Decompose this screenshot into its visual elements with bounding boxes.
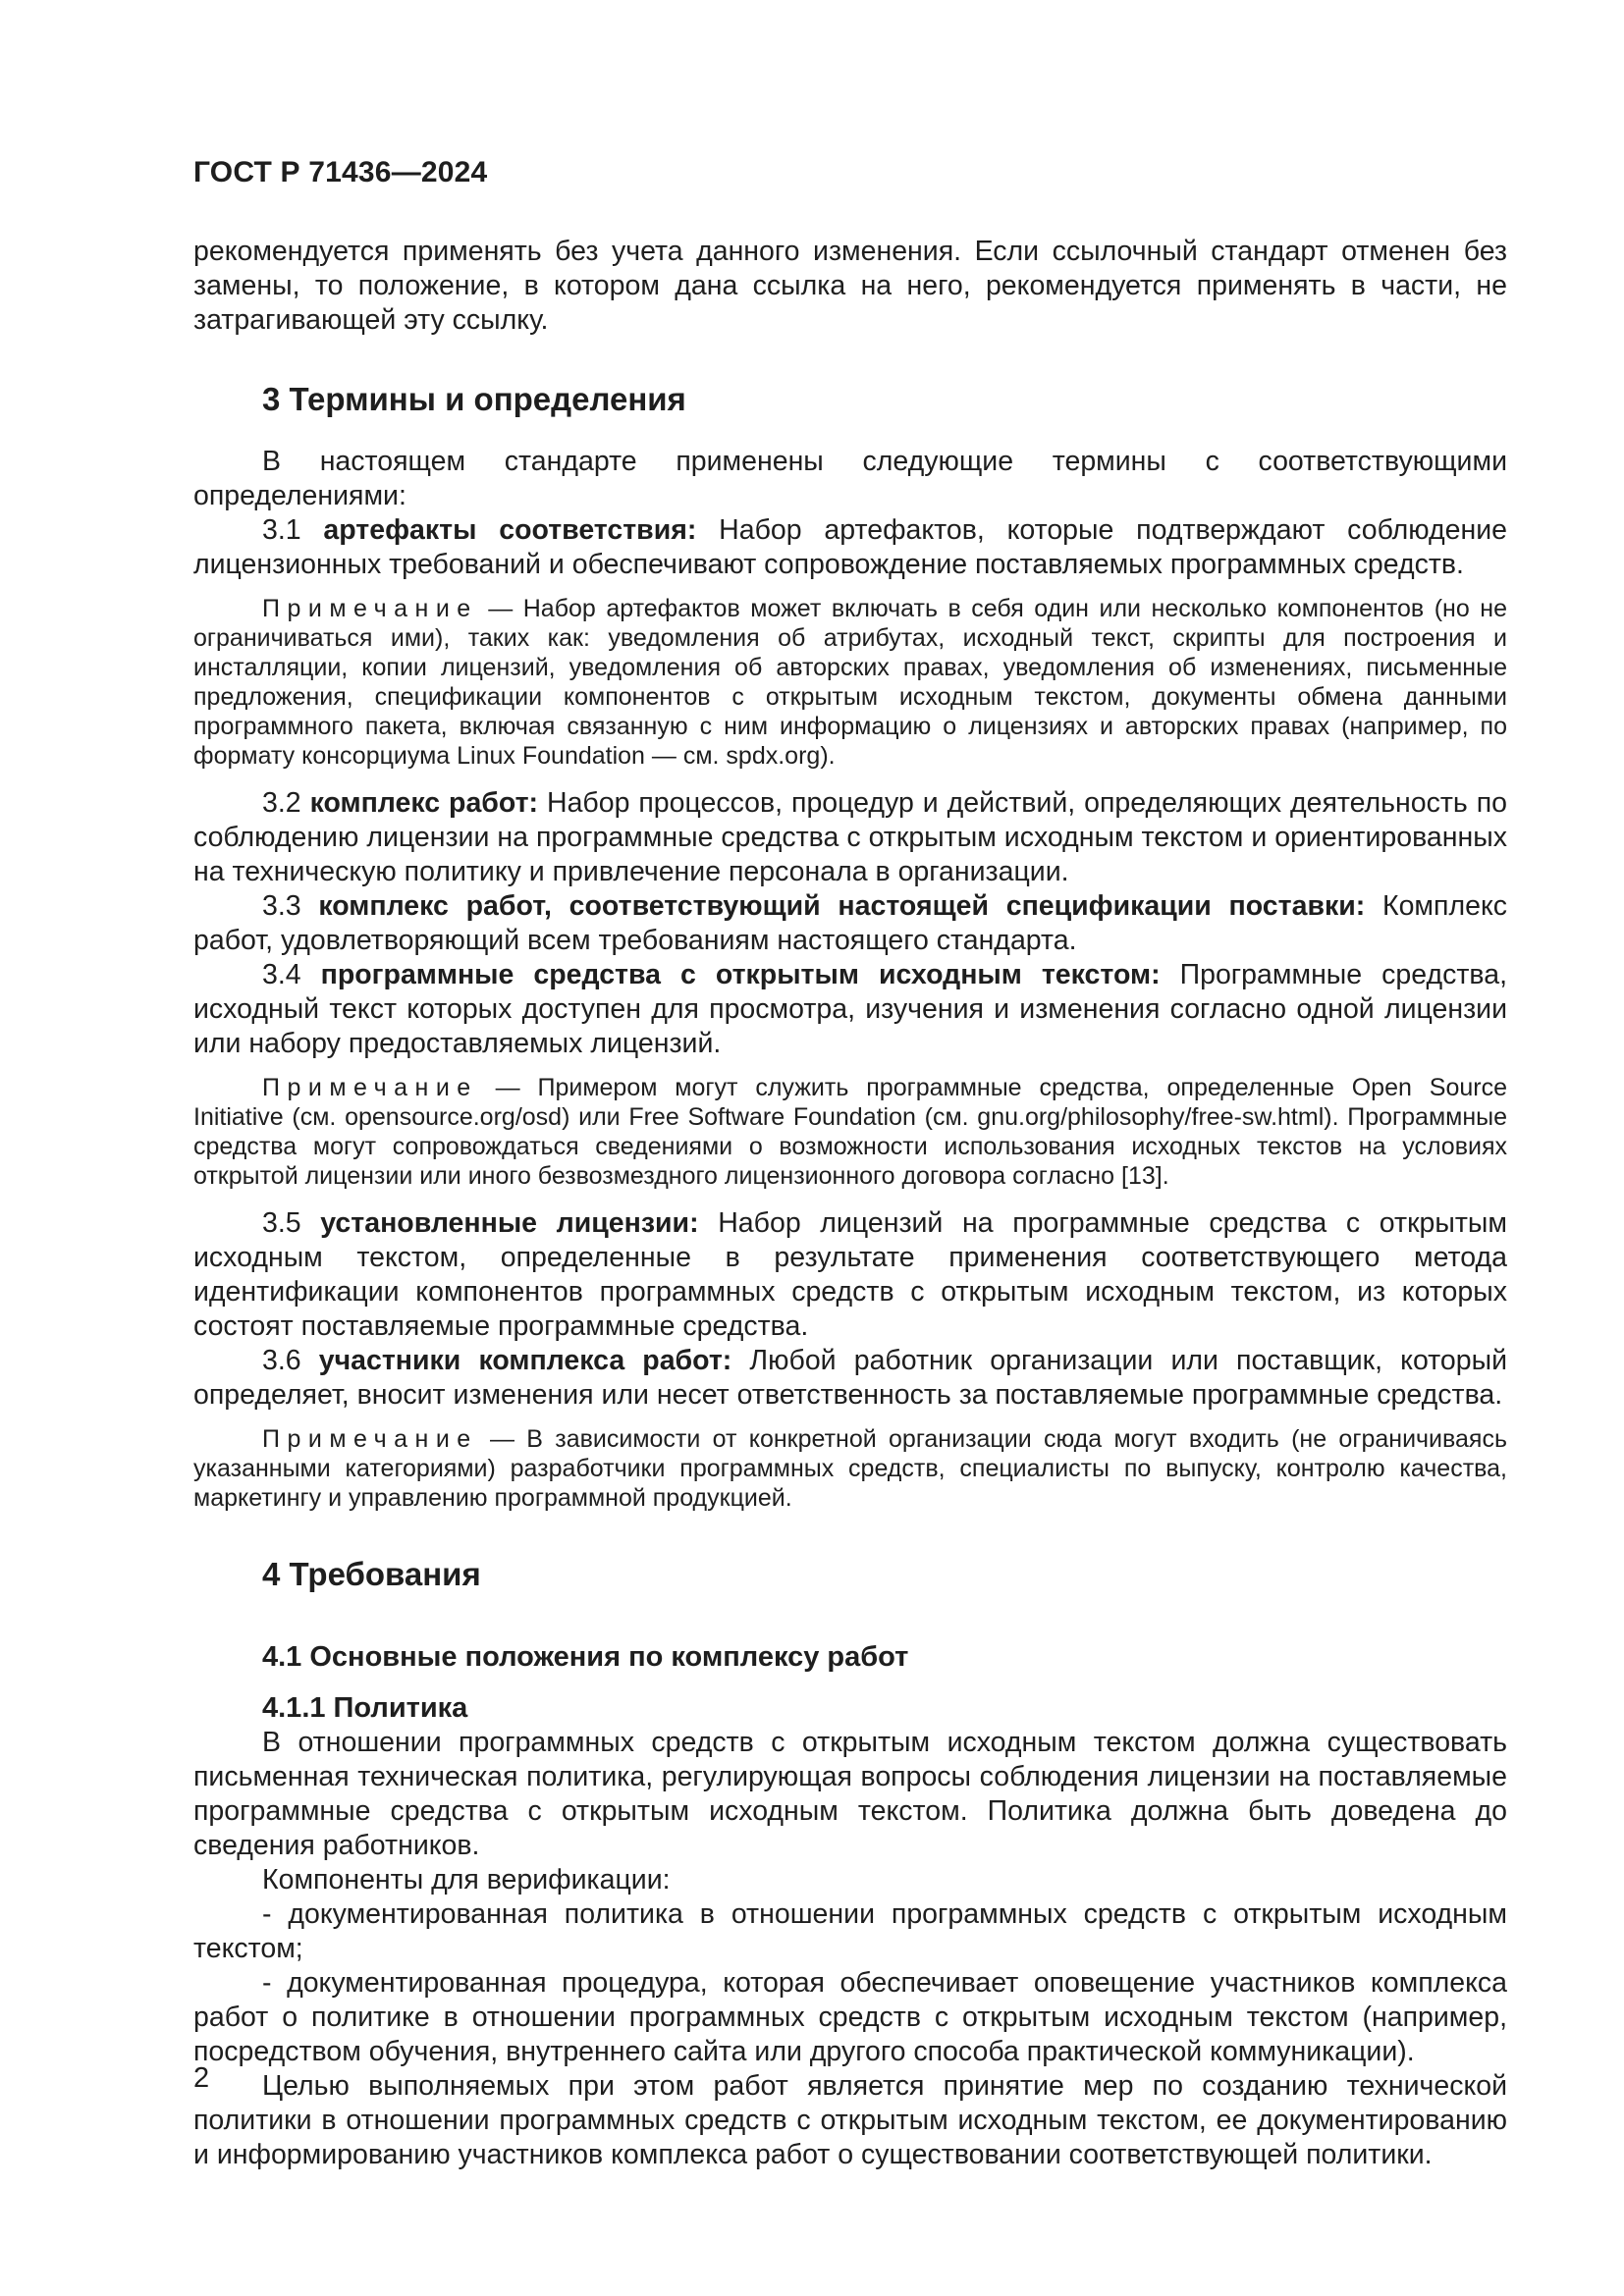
text-run: 3.2 [262,787,310,819]
term-definition-7 [193,889,1507,958]
term-name: артефакты соответствия: [323,514,697,546]
text-run: 3.3 [262,890,319,922]
body-paragraph-18 [193,1897,1507,1966]
term-definition-8 [193,958,1507,1061]
body-paragraph-16 [193,1726,1507,1863]
term-name: комплекс работ, соответствующий настоящей спецификации поставки: [318,890,1366,922]
note-paragraph-9: Примечание — Примером могут служить программные средства, определенные Open Source Initiative (см. opensource.org/osd) или Free Software Foundation (см. gnu.org/philosophy/free-sw.html). Программные средства могут сопровождаться сведениями о возможности использования исходных текстов на условиях открытой лицензии или иного безвозмездного лицензионного договора согласно [13]. [193,1074,1507,1190]
text-run: рекомендуется применять без учета данного изменения. Если ссылочный стандарт отменен без замены, то положение, в котором дана ссылка на него, рекомендуется применять в части, не затрагивающей эту ссылку. [193,236,1507,336]
text-run: 3.5 [262,1207,321,1239]
subsection-heading-14: 4.1 Основные положения по комплексу работ [262,1641,909,1673]
section-heading-2: 3 Термины и определения [262,381,686,417]
note-label: Примечание [262,1074,478,1101]
note-label: Примечание [262,595,478,622]
document-content [193,235,1507,2172]
body-paragraph-19 [193,1966,1507,2069]
body-paragraph-20 [193,2069,1507,2172]
text-run: Программные средства, исходный текст которых доступен для просмотра, изучения и изменения согласно одной лицензии или набору предоставляемых лицензий. [193,959,1508,1059]
text-run: Набор процессов, процедур и действий, определяющих деятельность по соблюдению лицензии на программные средства с открытым исходным текстом и ориентированных на техническую политику и привлечение персонала в организации. [193,787,1507,887]
text-run: В настоящем стандарте применены следующие термины с соответствующими определениями: [193,446,1507,511]
text-run: Компоненты для верификации: [262,1864,671,1896]
term-name: установленные лицензии: [320,1207,699,1239]
page-number: 2 [193,2062,210,2094]
term-definition-6 [193,786,1507,889]
text-run: - документированная процедура, которая обеспечивает оповещение участников комплекса работ о политике в отношении программных средств с открытым исходным текстом (например, посредством обучения, внутреннего сайта или другого способа практической коммуникации). [193,1967,1507,2067]
note-paragraph-5: Примечание — Набор артефактов может включать в себя один или несколько компонентов (но не ограничиваться ими), таких как: уведомления об атрибутах, исходный текст, скрипты для построения и инсталляции, копии лицензий, уведомления об авторских правах, уведомления об изменениях, письменные предложения, спецификации компонентов с открытым исходным текстом, документы обмена данными программного пакета, включая связанную с ним информацию о лицензиях и авторских правах (например, по формату консорциума Linux Foundation — см. spdx.org). [193,595,1507,770]
note-label: Примечание [262,1425,478,1453]
text-run: Комплекс работ, удовлетворяющий всем требованиям настоящего стандарта. [193,890,1507,956]
term-name: комплекс работ: [309,787,539,819]
term-definition-10 [193,1206,1507,1344]
section-heading-13: 4 Требования [262,1556,481,1592]
text-run: 3.4 [262,959,321,990]
body-paragraph-1 [193,235,1507,338]
term-name: участники комплекса работ: [318,1345,732,1376]
clause-heading-15: 4.1.1 Политика [262,1692,468,1724]
body-paragraph-17 [193,1863,1507,1897]
page-body [193,155,1507,2172]
term-definition-11 [193,1344,1507,1413]
note-paragraph-12: Примечание — В зависимости от конкретной организации сюда могут входить (не ограничиваясь указанными категориями) разработчики программных средств, специалисты по выпуску, контролю качества, маркетингу и управлению программной продукцией. [193,1425,1507,1512]
text-run: В отношении программных средств с открытым исходным текстом должна существовать письменная техническая политика, регулирующая вопросы соблюдения лицензии на поставляемые программные средства с открытым исходным текстом. Политика должна быть доведена до сведения работников. [193,1727,1507,1861]
term-name: программные средства с открытым исходным текстом: [320,959,1161,990]
text-run: Целью выполняемых при этом работ является принятие мер по созданию технической политики в отношении программных средств с открытым исходным текстом, ее документированию и информированию участников комплекса работ о существовании соответствующей политики. [193,2070,1507,2170]
term-definition-4 [193,513,1507,582]
body-paragraph-3 [193,445,1507,513]
text-run: Набор лицензий на программные средства с открытым исходным текстом, определенные в результате применения соответствующего метода идентификации компонентов программных средств с открытым исходным текстом, из которых состоят поставляемые программные средства. [193,1207,1508,1342]
text-run: Любой работник организации или поставщик, который определяет, вносит изменения или несет ответственность за поставляемые программные средства. [193,1345,1508,1411]
text-run: 3.6 [262,1345,319,1376]
text-run: Набор артефактов, которые подтверждают соблюдение лицензионных требований и обеспечивают сопровождение поставляемых программных средств. [193,514,1508,580]
text-run: - документированная политика в отношении программных средств с открытым исходным текстом; [193,1898,1507,1964]
text-run: 3.1 [262,514,324,546]
document-designation-header: ГОСТ Р 71436—2024 [193,156,488,188]
